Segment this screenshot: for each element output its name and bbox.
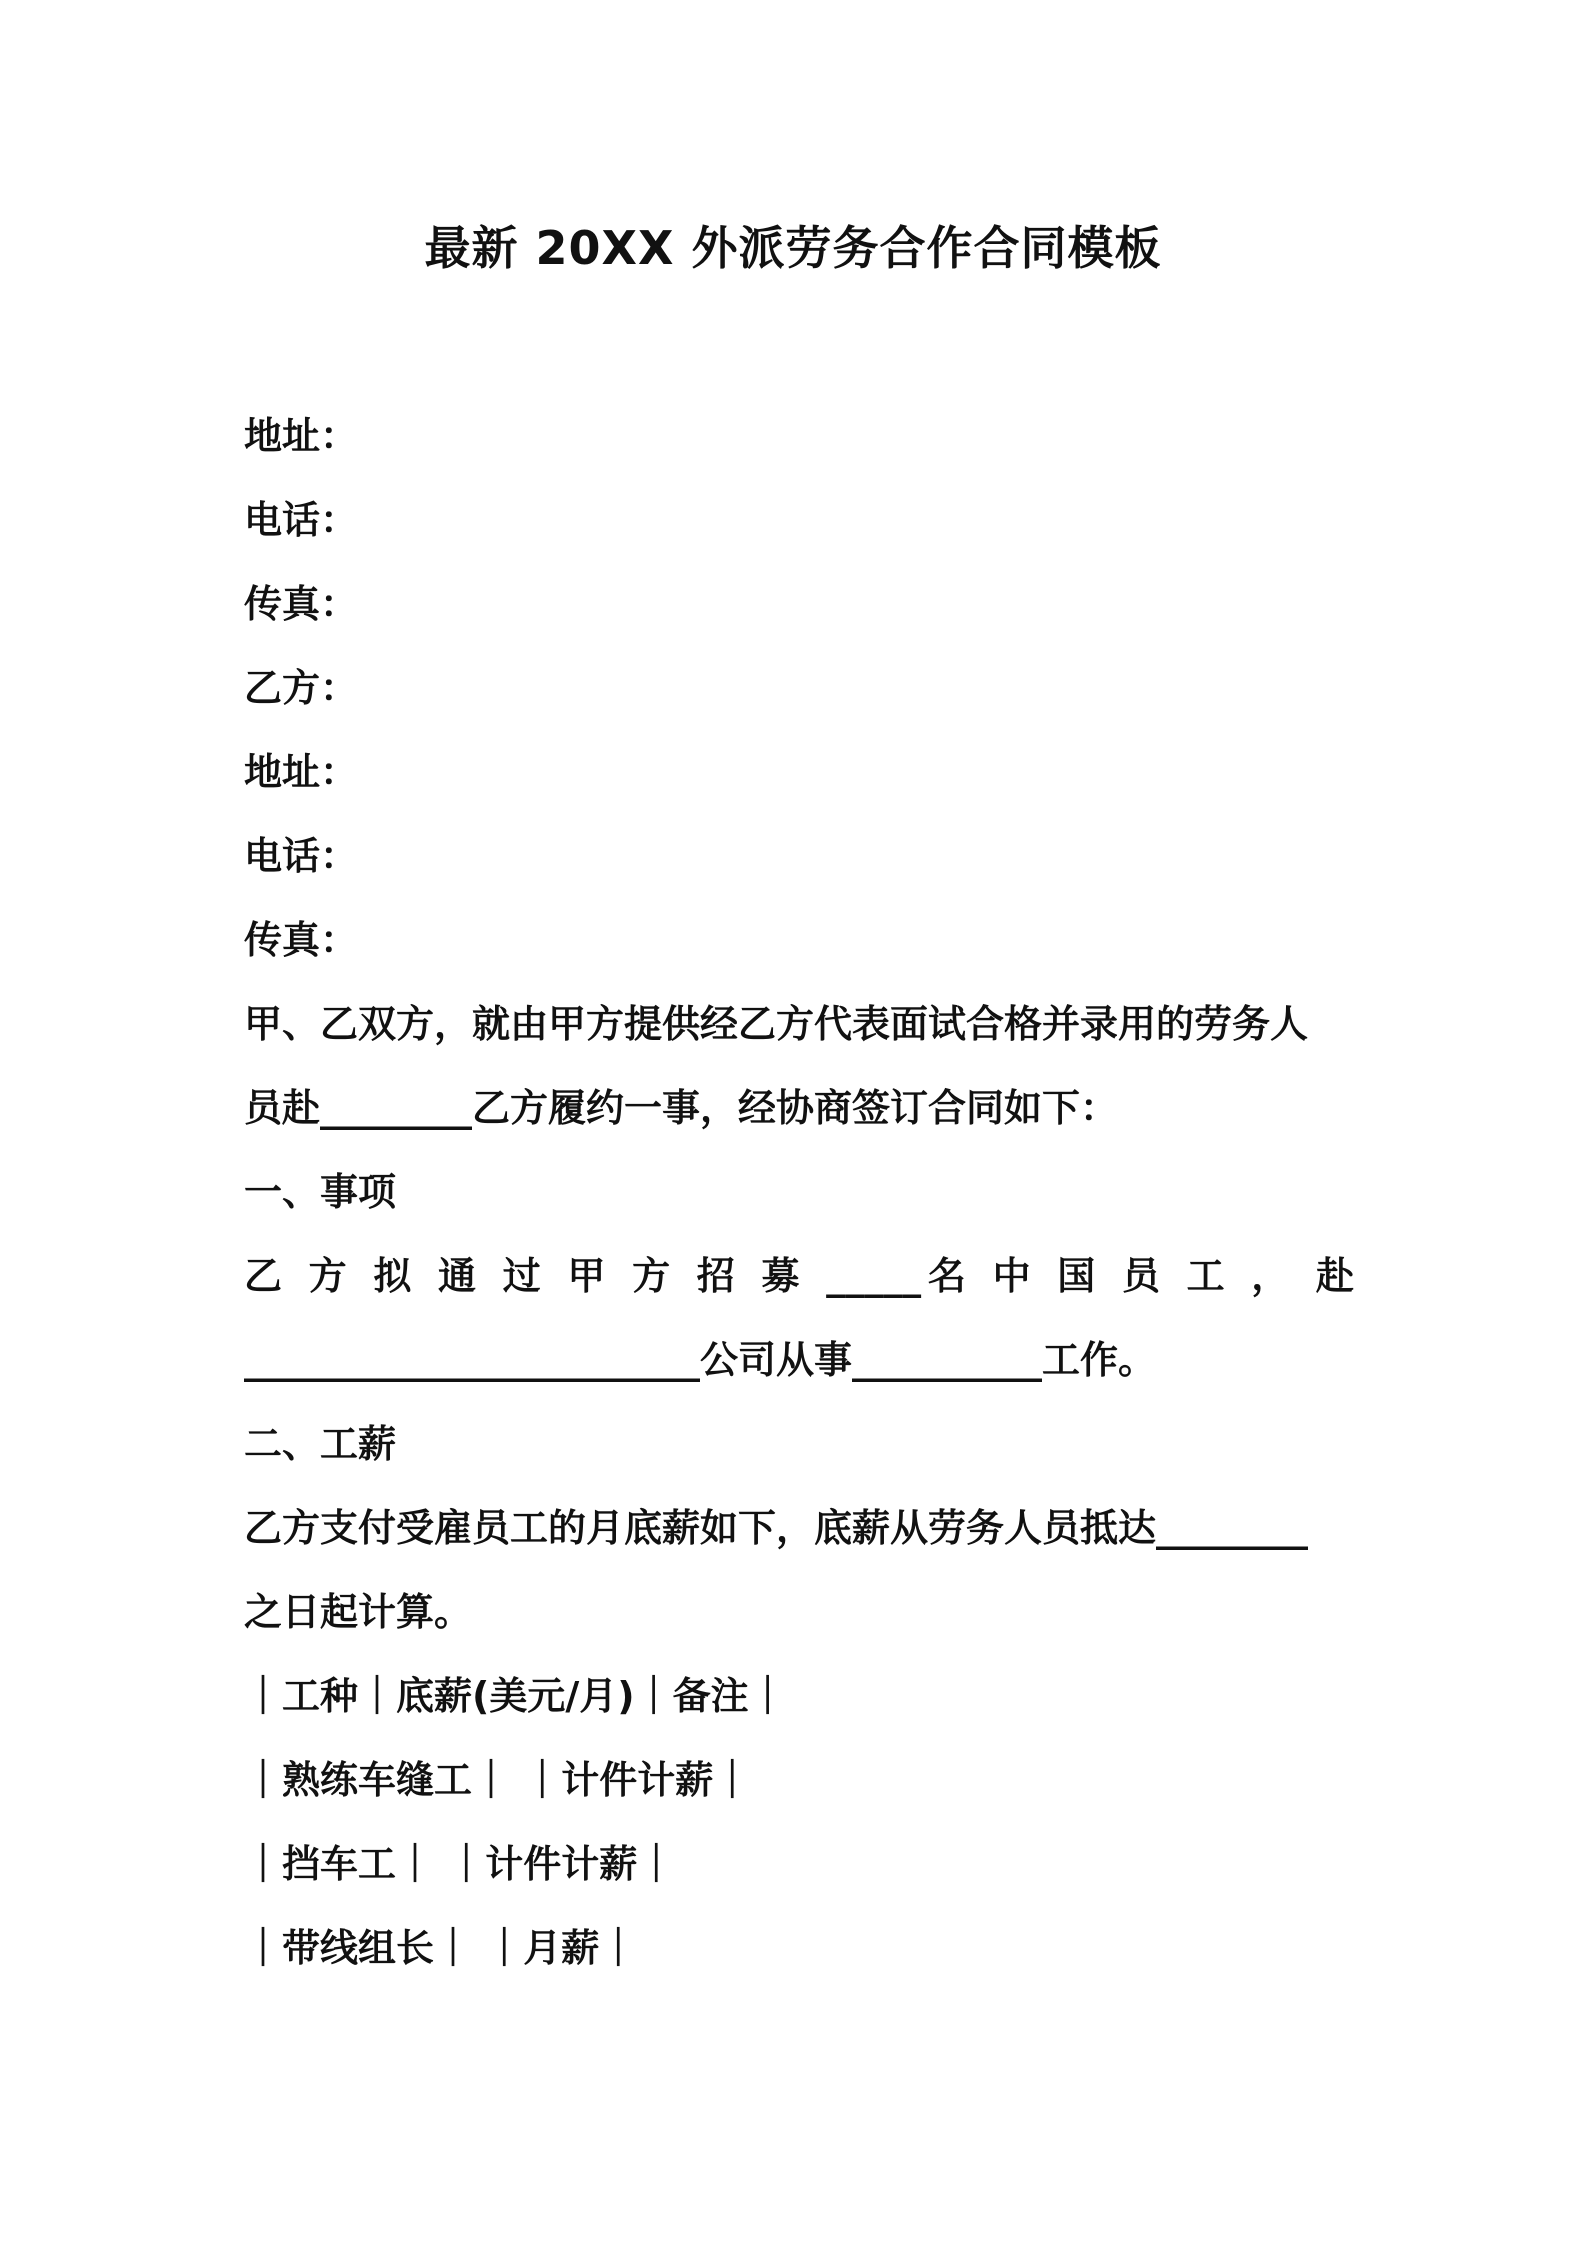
- salary-table-row: ｜带线组长｜ ｜月薪｜: [244, 1926, 638, 1970]
- section-text-line: 乙 方 拟 通 过 甲 方 招 募 _____名 中 国 员 工 ， 赴: [244, 1254, 1354, 1298]
- party-b-fax-label: 传真：: [244, 918, 359, 962]
- preamble-line: 员赴________乙方履约一事，经协商签订合同如下：: [244, 1086, 1119, 1130]
- party-b-address-label: 地址：: [244, 750, 359, 794]
- preamble-line: 甲、乙双方，就由甲方提供经乙方代表面试合格并录用的劳务人: [244, 1002, 1309, 1046]
- party-a-phone-label: 电话：: [244, 498, 359, 542]
- party-b-phone-label: 电话：: [244, 834, 359, 878]
- party-a-fax-label: 传真：: [244, 582, 359, 626]
- salary-table-row: ｜挡车工｜ ｜计件计薪｜: [244, 1842, 676, 1886]
- salary-table-row: ｜熟练车缝工｜ ｜计件计薪｜: [244, 1758, 752, 1802]
- section-heading-salary: 二、工薪: [244, 1422, 397, 1466]
- section-text-line: ________________________公司从事__________工作。: [244, 1338, 1157, 1382]
- section-heading-matters: 一、事项: [244, 1170, 397, 1214]
- party-b-label: 乙方：: [244, 666, 359, 710]
- salary-table-row: ｜工种｜底薪(美元/月)｜备注｜: [244, 1674, 787, 1718]
- section-text-line: 乙方支付受雇员工的月底薪如下，底薪从劳务人员抵达________: [244, 1506, 1309, 1550]
- section-text-line: 之日起计算。: [244, 1590, 473, 1634]
- document-title: 最新 20XX 外派劳务合作合同模板: [424, 221, 1162, 275]
- party-a-address-label: 地址：: [244, 414, 359, 458]
